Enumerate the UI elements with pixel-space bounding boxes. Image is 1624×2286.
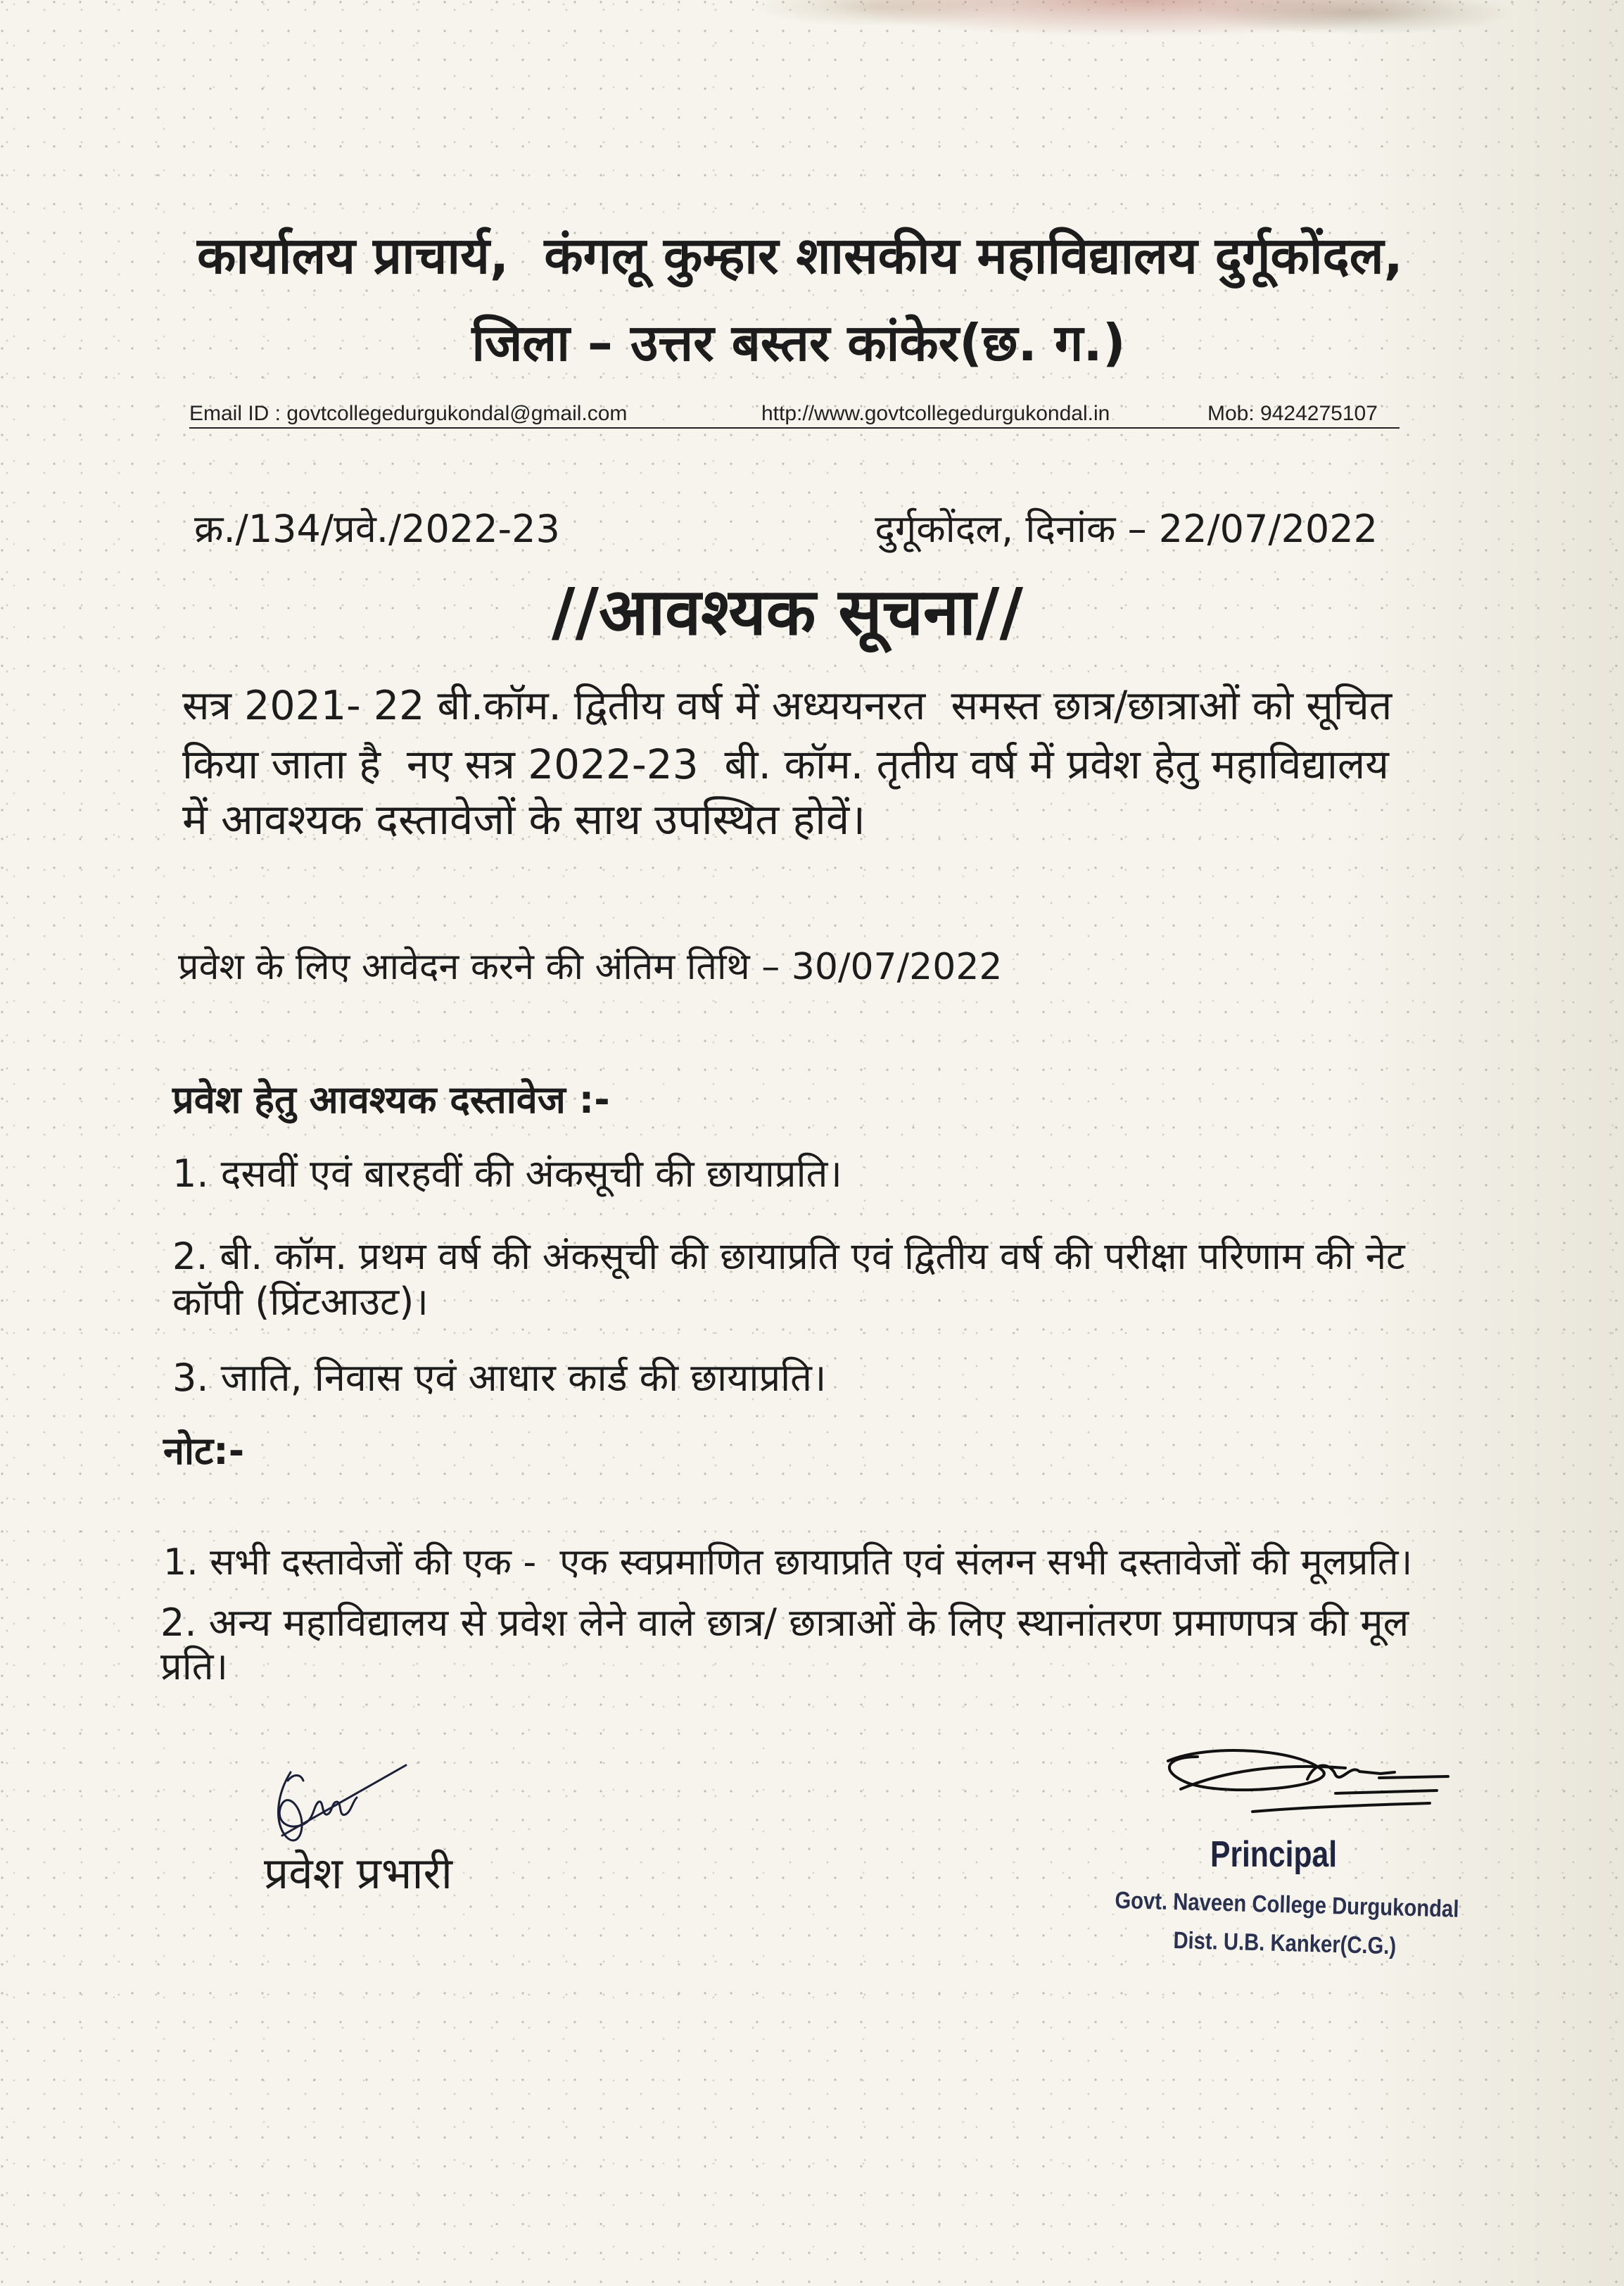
application-deadline: प्रवेश के लिए आवेदन करने की अंतिम तिथि – 30/07/2022 bbox=[178, 946, 1003, 988]
documents-heading: प्रवेश हेतु आवश्यक दस्तावेज :- bbox=[172, 1078, 610, 1122]
document-item-continuation: कॉपी (प्रिंटआउट)। bbox=[172, 1280, 429, 1324]
note-item: 1. सभी दस्तावेजों की एक - एक स्वप्रमाणित छायाप्रति एवं संलग्न सभी दस्तावेजों की मूलप्रति। bbox=[163, 1541, 1413, 1584]
principal-title: Principal bbox=[1210, 1834, 1338, 1875]
note-item: 2. अन्य महाविद्यालय से प्रवेश लेने वाले छात्र/ छात्राओं के लिए स्थानांतरण प्रमाणपत्र की मूल bbox=[160, 1600, 1409, 1645]
stamp-line: Dist. U.B. Kanker(C.G.) bbox=[1172, 1926, 1397, 1960]
contact-website: http://www.govtcollegedurgukondal.in bbox=[761, 402, 1110, 425]
admission-incharge-label: प्रवेश प्रभारी bbox=[264, 1848, 452, 1899]
body-line: में आवश्यक दस्तावेजों के साथ उपस्थित होवें। bbox=[182, 795, 865, 845]
admission-incharge-signature bbox=[262, 1753, 410, 1858]
contact-mobile: Mob: 9424275107 bbox=[1207, 402, 1378, 425]
document-item: 2. बी. कॉम. प्रथम वर्ष की अंकसूची की छायाप्रति एवं द्वितीय वर्ष की परीक्षा परिणाम की नेट bbox=[172, 1235, 1405, 1278]
document-item: 1. दसवीं एवं बारहवीं की अंकसूची की छायाप्रति। bbox=[172, 1151, 842, 1196]
body-line: सत्र 2021- 22 बी.कॉम. द्वितीय वर्ष में अध्ययनरत समस्त छात्र/छात्राओं को सूचित bbox=[182, 683, 1393, 729]
notice-title: //आवश्यक सूचना// bbox=[551, 574, 1024, 650]
body-line: किया जाता है नए सत्र 2022-23 बी. कॉम. तृतीय वर्ष में प्रवेश हेतु महाविद्यालय bbox=[182, 740, 1389, 788]
letterhead-divider bbox=[189, 427, 1400, 429]
place-date: दुर्गूकोंदल, दिनांक – 22/07/2022 bbox=[875, 507, 1378, 551]
reference-number: क्र./134/प्रवे./2022-23 bbox=[194, 507, 560, 551]
document-item: 3. जाति, निवास एवं आधार कार्ड की छायाप्रति। bbox=[172, 1356, 827, 1400]
stamp-line: Govt. Naveen College Durgukondal bbox=[1114, 1886, 1459, 1923]
contact-email: Email ID : govtcollegedurgukondal@gmail.com bbox=[189, 402, 628, 425]
note-heading: नोट:- bbox=[163, 1429, 245, 1473]
office-heading: कार्यालय प्राचार्य, कंगलू कुम्हार शासकीय महाविद्यालय दुर्गूकोंदल, bbox=[197, 226, 1403, 285]
note-item-continuation: प्रति। bbox=[160, 1644, 228, 1688]
district-heading: जिला – उत्तर बस्तर कांकेर(छ. ग.) bbox=[471, 313, 1126, 372]
